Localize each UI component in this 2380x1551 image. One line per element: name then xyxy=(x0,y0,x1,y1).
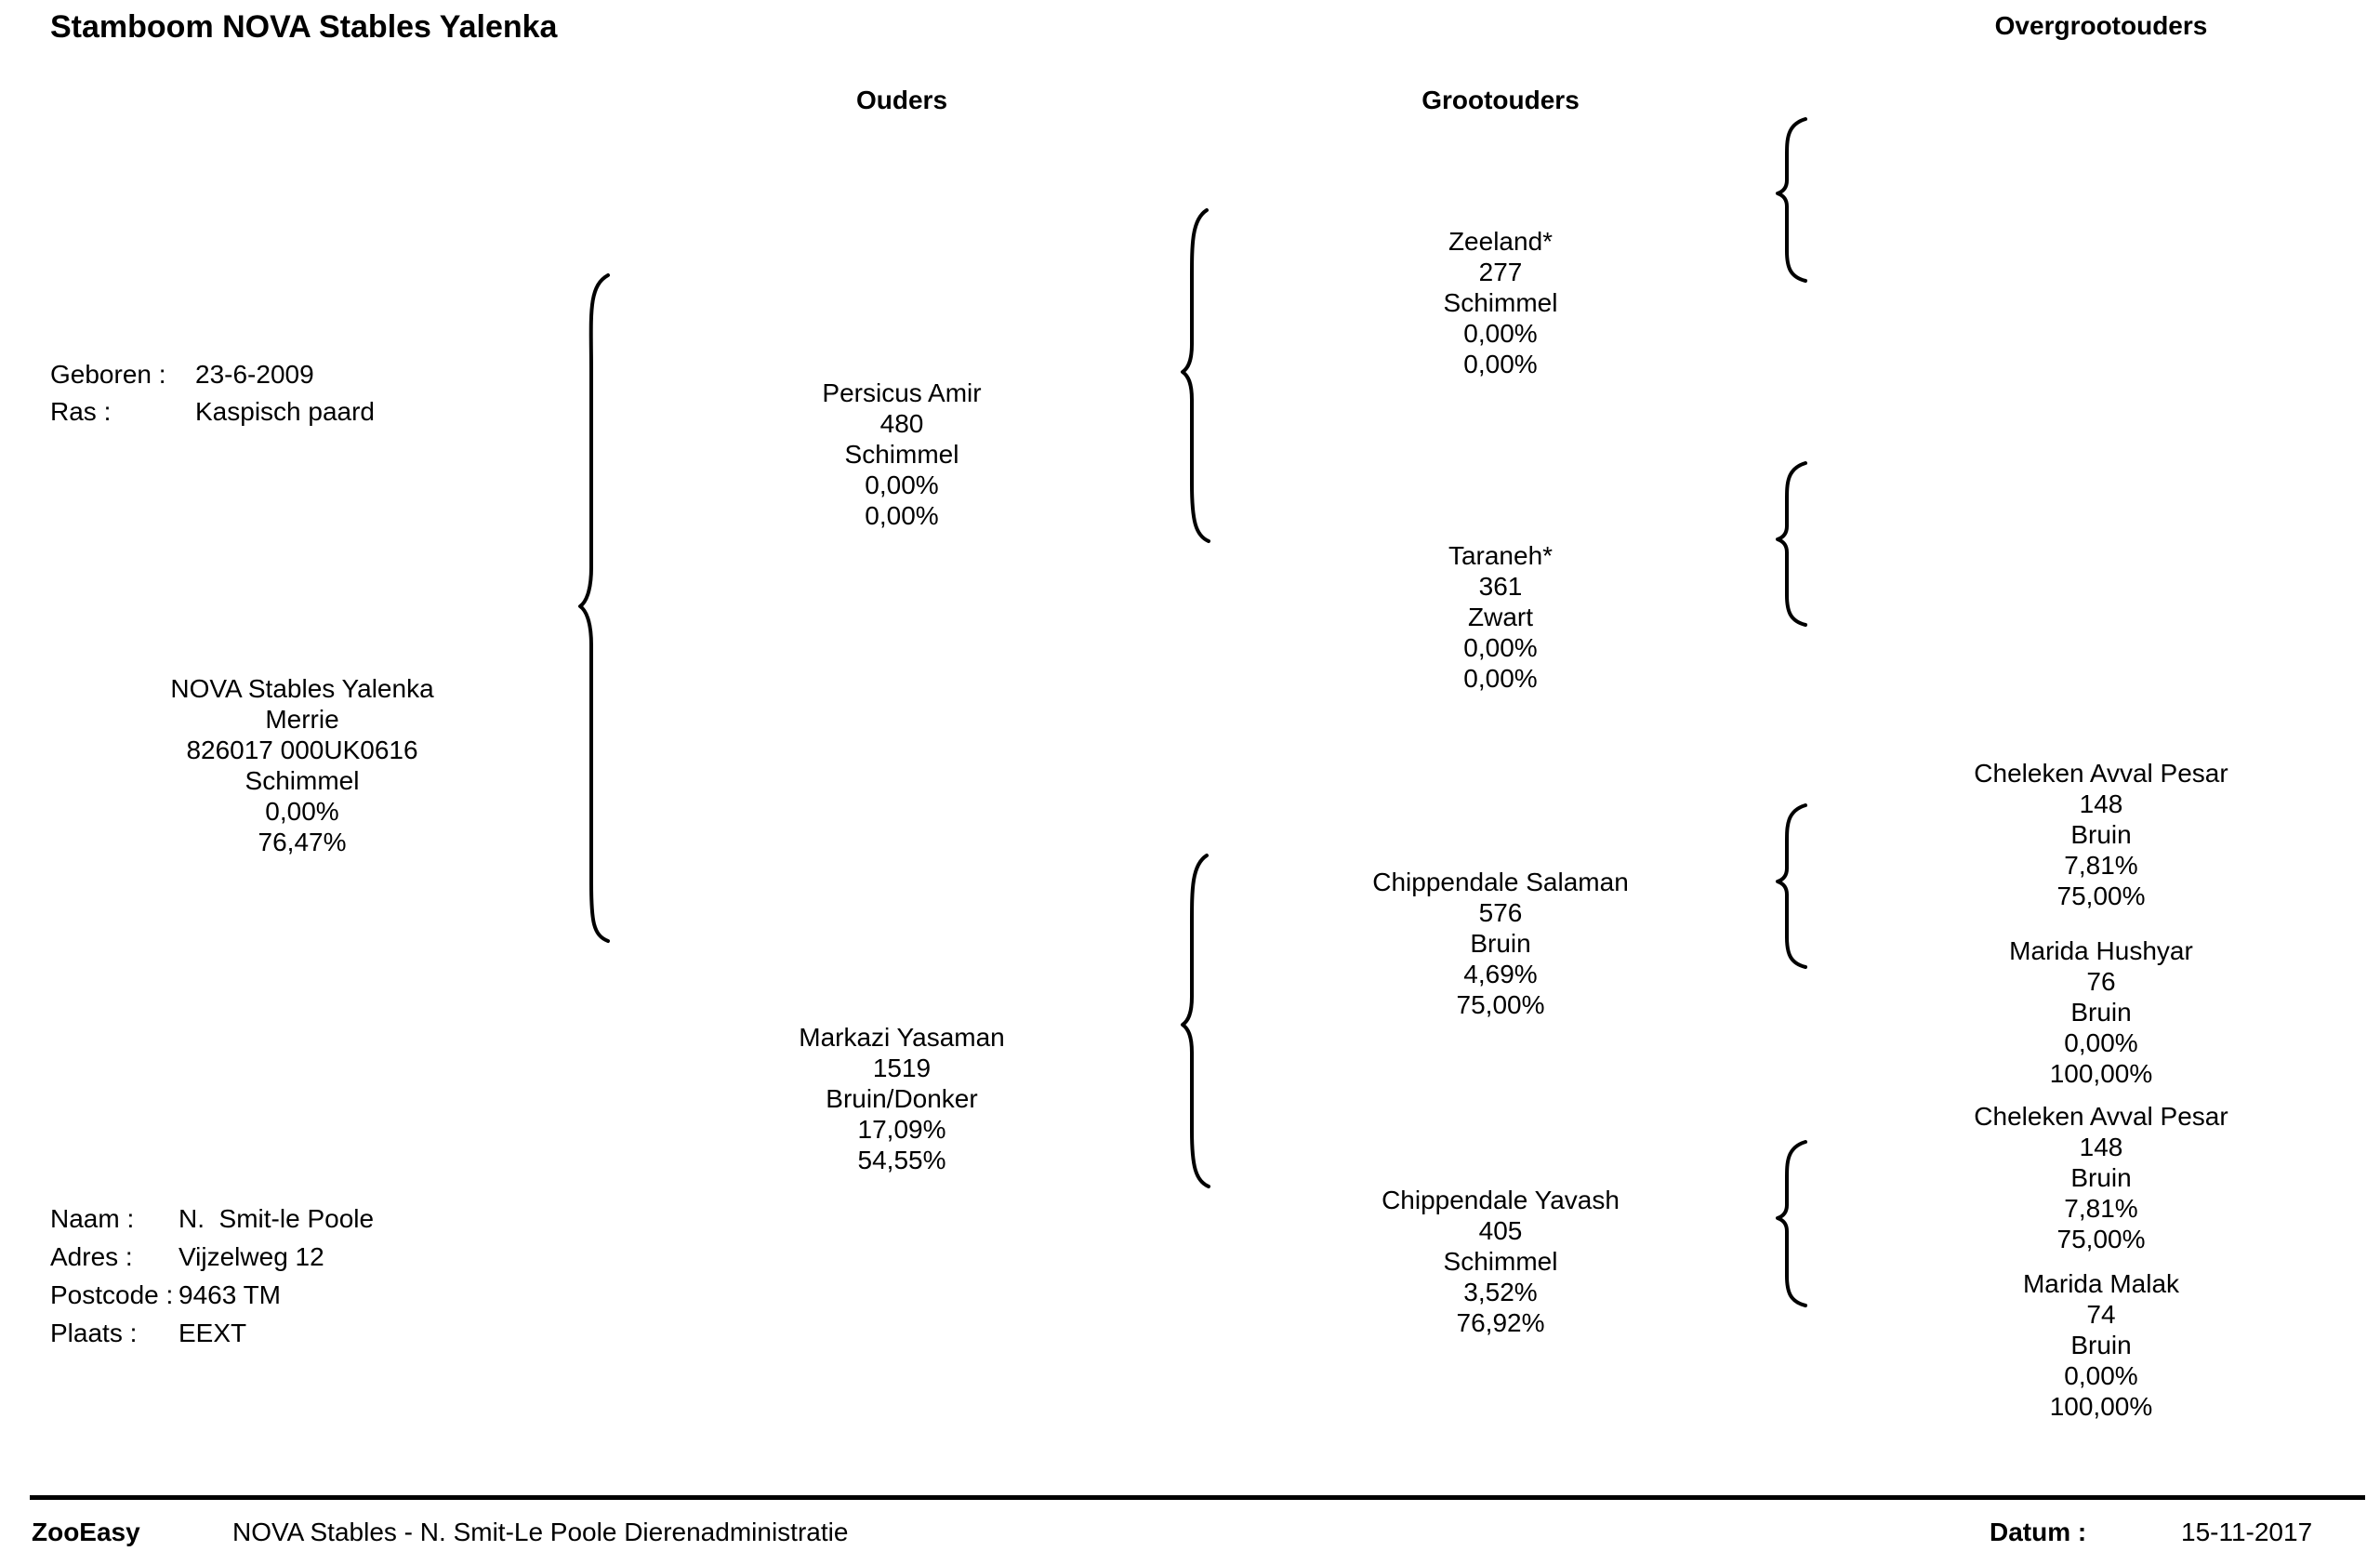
animal-name: Marida Hushyar xyxy=(2009,936,2193,965)
animal-name: Taraneh* xyxy=(1448,541,1554,570)
animal-color: Zwart xyxy=(1468,603,1533,631)
animal-percentage: 54,55% xyxy=(857,1146,946,1174)
born-label: Geboren : xyxy=(50,360,166,389)
owner-address-label: Adres : xyxy=(50,1242,133,1271)
animal-number: 148 xyxy=(2079,789,2123,818)
animal-inbreeding: 0,00% xyxy=(865,471,939,499)
animal-number: 576 xyxy=(1478,898,1523,927)
animal-inbreeding: 4,69% xyxy=(1463,960,1538,988)
great-grandparent-2 xyxy=(1822,935,2380,1089)
animal-percentage: 100,00% xyxy=(2049,1059,2153,1088)
grandparent-4 xyxy=(1222,1185,1779,1338)
great-grandparent-4 xyxy=(1822,1268,2380,1422)
grandparent-2 xyxy=(1222,540,1779,694)
brace-gp-4 xyxy=(1778,1142,1805,1306)
born-value: 23-6-2009 xyxy=(195,360,314,389)
parent-sire xyxy=(623,378,1181,531)
animal-inbreeding: 17,09% xyxy=(857,1115,946,1144)
animal-color: Bruin xyxy=(1470,929,1531,958)
owner-postcode-label: Postcode : xyxy=(50,1280,174,1309)
birth-info xyxy=(50,356,375,431)
animal-percentage: 0,00% xyxy=(1463,664,1538,693)
animal-name: Cheleken Avval Pesar xyxy=(1974,759,2228,788)
footer-divider xyxy=(30,1495,2365,1500)
animal-percentage: 75,00% xyxy=(1456,990,1545,1019)
animal-color: Bruin xyxy=(2070,998,2132,1027)
owner-name-label: Naam : xyxy=(50,1204,135,1233)
page-title: Stamboom NOVA Stables Yalenka xyxy=(50,9,558,45)
grandparent-3 xyxy=(1222,867,1779,1020)
footer-date-label: Datum : xyxy=(1990,1518,2087,1546)
owner-name-value: N. Smit-le Poole xyxy=(178,1204,375,1233)
breed-value: Kaspisch paard xyxy=(195,397,376,426)
owner-city-label: Plaats : xyxy=(50,1319,138,1347)
animal-number: 277 xyxy=(1478,258,1523,286)
grandparent-1 xyxy=(1222,226,1779,379)
animal-number: 361 xyxy=(1478,572,1523,601)
header-great-grandparents: Overgrootouders xyxy=(1994,11,2208,40)
subject-inbreeding: 0,00% xyxy=(265,797,339,826)
brace-gp-1 xyxy=(1778,119,1805,281)
animal-name: Cheleken Avval Pesar xyxy=(1974,1102,2228,1131)
subject-animal xyxy=(23,673,581,857)
animal-name: Chippendale Salaman xyxy=(1372,868,1629,896)
animal-color: Bruin/Donker xyxy=(826,1084,978,1113)
animal-number: 480 xyxy=(879,409,924,438)
animal-color: Schimmel xyxy=(1443,288,1558,317)
animal-percentage: 75,00% xyxy=(2056,882,2146,910)
animal-name: Persicus Amir xyxy=(822,378,982,407)
owner-city-value: EEXT xyxy=(178,1319,247,1347)
animal-color: Bruin xyxy=(2070,1163,2132,1192)
animal-percentage: 0,00% xyxy=(865,501,939,530)
animal-inbreeding: 7,81% xyxy=(2064,851,2138,880)
animal-name: Chippendale Yavash xyxy=(1382,1186,1620,1214)
footer-date-value: 15-11-2017 xyxy=(2181,1518,2313,1546)
animal-number: 148 xyxy=(2079,1133,2123,1161)
animal-percentage: 75,00% xyxy=(2056,1225,2146,1253)
owner-address-value: Vijzelweg 12 xyxy=(178,1242,324,1271)
header-parents: Ouders xyxy=(855,86,948,114)
animal-inbreeding: 0,00% xyxy=(1463,633,1538,662)
animal-inbreeding: 0,00% xyxy=(2064,1028,2138,1057)
subject-id: 826017 000UK0616 xyxy=(186,736,418,764)
breed-label: Ras : xyxy=(50,397,112,426)
animal-color: Bruin xyxy=(2070,1331,2132,1359)
animal-inbreeding: 0,00% xyxy=(1463,319,1538,348)
animal-number: 405 xyxy=(1478,1216,1523,1245)
animal-color: Schimmel xyxy=(1443,1247,1558,1276)
subject-name: NOVA Stables Yalenka xyxy=(170,674,434,703)
animal-color: Schimmel xyxy=(844,440,959,469)
brace-subject xyxy=(580,275,608,941)
owner-info xyxy=(50,1200,374,1352)
great-grandparent-3 xyxy=(1822,1101,2380,1254)
brace-dam xyxy=(1183,855,1209,1186)
brace-gp-3 xyxy=(1778,805,1805,967)
brace-sire xyxy=(1183,210,1209,541)
animal-number: 1519 xyxy=(872,1054,932,1082)
animal-number: 76 xyxy=(2086,967,2116,996)
header-grandparents: Grootouders xyxy=(1421,86,1580,114)
animal-percentage: 0,00% xyxy=(1463,350,1538,378)
animal-number: 74 xyxy=(2086,1300,2116,1329)
animal-color: Bruin xyxy=(2070,820,2132,849)
footer-brand: ZooEasy xyxy=(32,1518,140,1546)
animal-inbreeding: 7,81% xyxy=(2064,1194,2138,1223)
subject-percentage: 76,47% xyxy=(258,828,347,856)
animal-inbreeding: 3,52% xyxy=(1463,1278,1538,1306)
animal-name: Marida Malak xyxy=(2022,1269,2180,1298)
brace-gp-2 xyxy=(1778,463,1805,625)
great-grandparent-1 xyxy=(1822,758,2380,911)
animal-percentage: 100,00% xyxy=(2049,1392,2153,1421)
subject-color: Schimmel xyxy=(245,766,360,795)
animal-inbreeding: 0,00% xyxy=(2064,1361,2138,1390)
footer-organization: NOVA Stables - N. Smit-Le Poole Dierenadministratie xyxy=(232,1518,849,1546)
animal-name: Markazi Yasaman xyxy=(799,1023,1005,1052)
animal-name: Zeeland* xyxy=(1448,227,1554,256)
parent-dam xyxy=(623,1022,1181,1175)
owner-postcode-value: 9463 TM xyxy=(178,1280,281,1309)
subject-sex: Merrie xyxy=(265,705,339,734)
animal-percentage: 76,92% xyxy=(1456,1308,1545,1337)
